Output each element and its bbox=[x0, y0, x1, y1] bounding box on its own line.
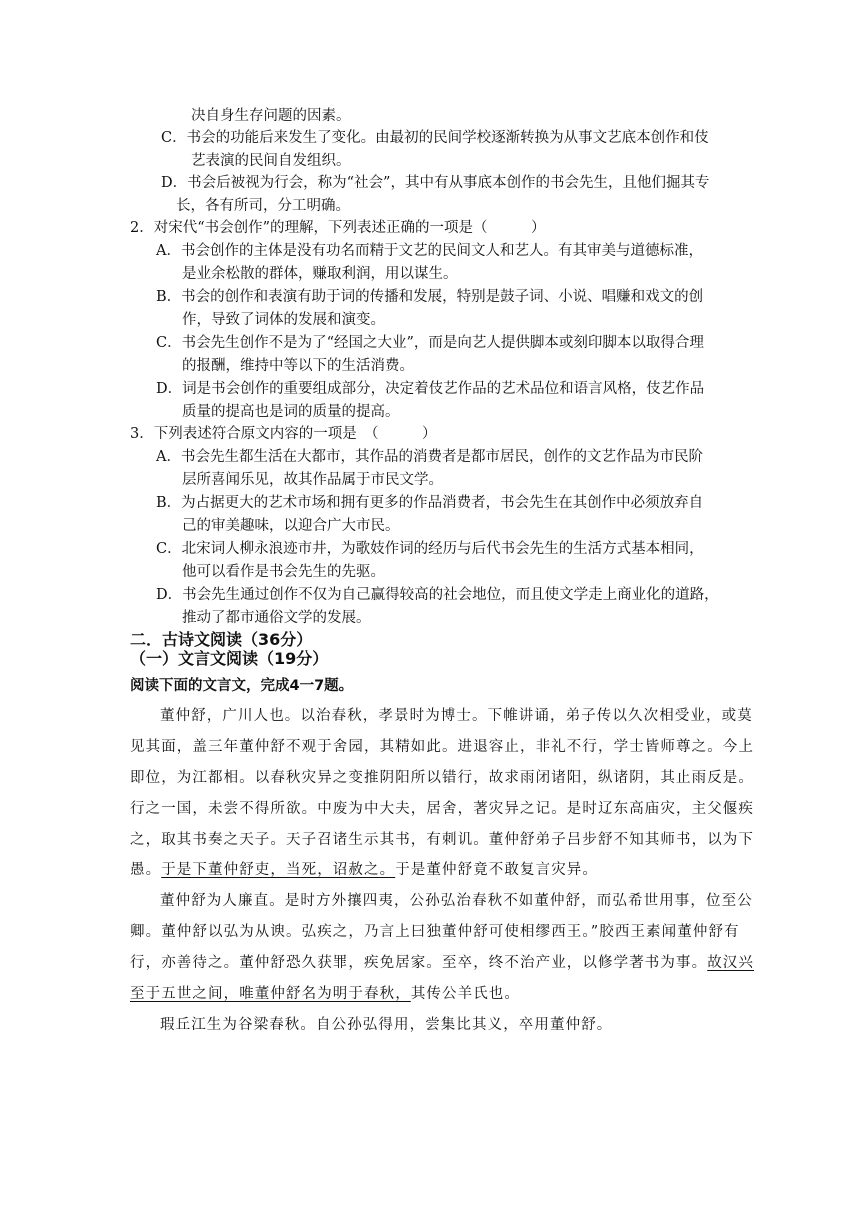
passage-text: 行，亦善待之。董仲舒恐久获罪，疾免居家。至卒，终不治产业，以修学著书为事。 bbox=[130, 955, 708, 971]
passage-text: 愚。 bbox=[130, 862, 162, 878]
passage-p2-line4 bbox=[130, 984, 520, 1004]
passage-p1-line2: 见其面，盖三年董仲舒不观于舍园，其精如此。进退容止，非礼不行，学士皆师尊之。今上 bbox=[130, 739, 754, 755]
section-subheading: （一）文言文阅读（19分） bbox=[130, 649, 329, 668]
q1-option-b-cont: 决自身生存问题的因素。 bbox=[191, 108, 351, 124]
q3-option-d-line1: D．书会先生通过创作不仅为自己赢得较高的社会地位，而且使文学走上商业化的道路， bbox=[156, 587, 719, 603]
section-heading: 二．古诗文阅读（36分） bbox=[130, 630, 313, 649]
q1-option-c-line2: 艺表演的民间自发组织。 bbox=[191, 153, 351, 169]
passage-p2-line2: 卿。董仲舒以弘为从谀。弘疾之，乃言上曰独董仲舒可使相缪西王。”胶西王素闻董仲舒有 bbox=[130, 924, 740, 940]
passage-p1-line1: 董仲舒，广川人也。以治春秋，孝景时为博士。下帷讲诵，弟子传以久次相受业，或莫 bbox=[160, 708, 753, 724]
passage-text: 于是董仲舒竟不敢复言灾异。 bbox=[395, 862, 599, 878]
passage-p3-line1: 瑕丘江生为谷梁春秋。自公孙弘得用，尝集比其义，卒用董仲舒。 bbox=[160, 1017, 613, 1033]
q2-option-a-line1: A．书会创作的主体是没有功名而精于文艺的民间文人和艺人。有其审美与道德标准， bbox=[156, 243, 703, 259]
underlined-sentence-2-end: 至于五世之间，唯董仲舒名为明于春秋， bbox=[130, 986, 411, 1002]
underlined-sentence-1: 于是下董仲舒吏，当死，诏赦之。 bbox=[161, 862, 396, 878]
q3-option-d-line2: 推动了都市通俗文学的发展。 bbox=[182, 610, 371, 626]
q3-option-a-line2: 层所喜闻乐见，故其作品属于市民文学。 bbox=[182, 472, 443, 488]
passage-p1-line6 bbox=[130, 860, 598, 880]
q2-option-d-line1: D．词是书会创作的重要组成部分，决定着伎艺作品的艺术品位和语言风格，伎艺作品 bbox=[156, 381, 705, 397]
q3-option-b-line2: 己的审美趣味，以迎合广大市民。 bbox=[182, 518, 400, 534]
q1-option-c-line1: C．书会的功能后来发生了变化。由最初的民间学校逐渐转换为从事文艺底本创作和伎 bbox=[161, 130, 709, 146]
q2-option-a-line2: 是业余松散的群体，赚取利润，用以谋生。 bbox=[182, 266, 458, 282]
underlined-sentence-2-start: 故汉兴 bbox=[707, 955, 755, 971]
passage-p1-line4: 行之一国，未尝不得所欲。中废为中大夫，居舍，著灾异之记。是时辽东高庙灾，主父偃疾 bbox=[130, 801, 754, 817]
q2-option-b-line1: B．书会的创作和表演有助于词的传播和发展，特别是鼓子词、小说、唱赚和戏文的创 bbox=[156, 289, 704, 305]
reading-instruction: 阅读下面的文言文，完成4一7题。 bbox=[130, 678, 354, 694]
q3-option-b-line1: B．为占据更大的艺术市场和拥有更多的作品消费者，书会先生在其创作中必须放弃自 bbox=[156, 495, 704, 511]
q3-option-a-line1: A．书会先生都生活在大都市，其作品的消费者是都市居民，创作的文艺作品为市民阶 bbox=[156, 449, 703, 465]
q2-option-c-line2: 的报酬，维持中等以下的生活消费。 bbox=[182, 358, 414, 374]
q1-option-d-line2: 长，各有所司，分工明确。 bbox=[176, 198, 350, 214]
q2-option-b-line2: 作，导致了词体的发展和演变。 bbox=[182, 312, 385, 328]
q2-stem: 2．对宋代“书会创作”的理解，下列表述正确的一项是（ ） bbox=[130, 220, 546, 236]
q3-stem: 3．下列表述符合原文内容的一项是 （ ） bbox=[130, 426, 437, 442]
passage-text: 其传公羊氏也。 bbox=[410, 986, 521, 1002]
q3-option-c-line2: 他可以看作是书会先生的先驱。 bbox=[182, 564, 385, 580]
passage-p1-line5: 之，取其书奏之天子。天子召诸生示其书，有刺讥。董仲舒弟子吕步舒不知其师书，以为下 bbox=[130, 832, 754, 848]
passage-p1-line3: 即位，为江都相。以春秋灾异之变推阴阳所以错行，故求雨闭诸阳，纵诸阴，其止雨反是。 bbox=[130, 770, 754, 786]
q2-option-d-line2: 质量的提高也是词的质量的提高。 bbox=[182, 404, 400, 420]
passage-p2-line3 bbox=[130, 953, 754, 973]
q2-option-c-line1: C．书会先生创作不是为了“经国之大业”，而是向艺人提供脚本或刻印脚本以取得合理 bbox=[156, 335, 704, 351]
q3-option-c-line1: C．北宋词人柳永浪迹市井，为歌妓作词的经历与后代书会先生的生活方式基本相同， bbox=[156, 541, 704, 557]
passage-p2-line1: 董仲舒为人廉直。是时方外攘四夷，公孙弘治春秋不如董仲舒，而弘希世用事，位至公 bbox=[160, 893, 753, 909]
q1-option-d-line1: D．书会后被视为行会，称为“社会”，其中有从事底本创作的书会先生，且他们掘其专 bbox=[161, 175, 710, 191]
